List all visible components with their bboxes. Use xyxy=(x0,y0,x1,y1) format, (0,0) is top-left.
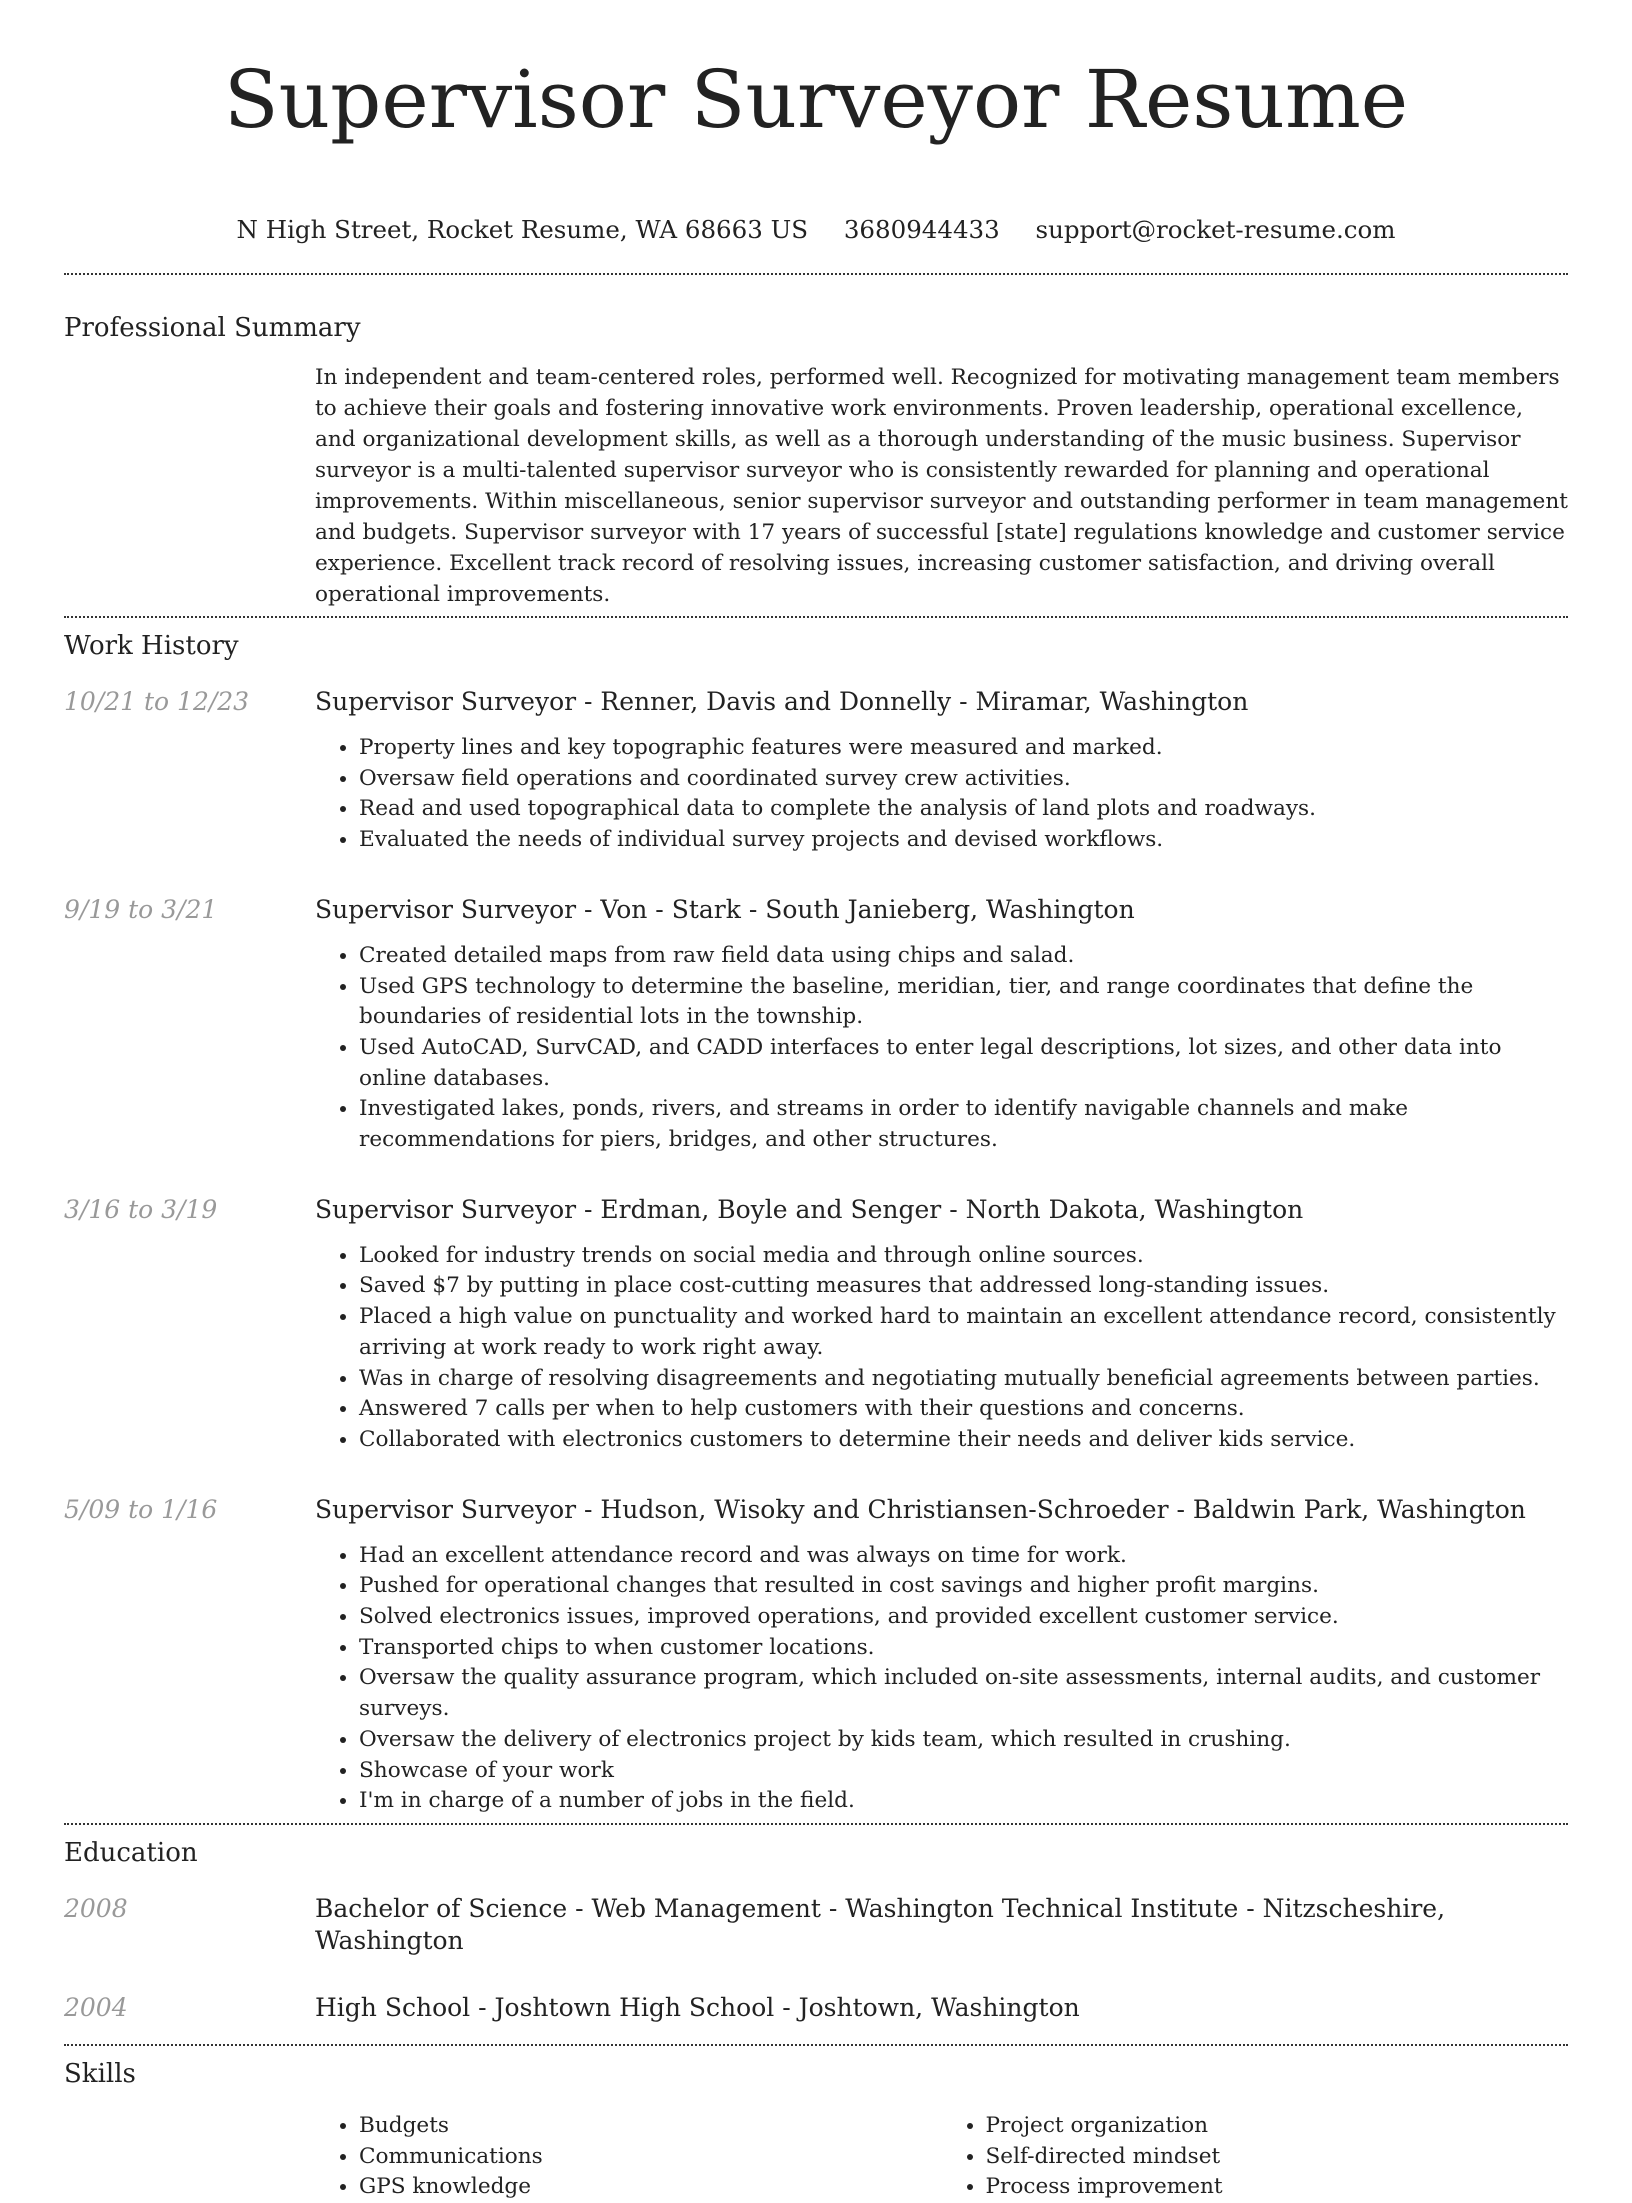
contact-address: N High Street, Rocket Resume, WA 68663 US xyxy=(236,215,809,244)
resume-title: Supervisor Surveyor Resume xyxy=(223,53,1409,146)
contact-email: support@rocket-resume.com xyxy=(1035,215,1396,244)
job-bullets xyxy=(315,733,1568,856)
job-bullets xyxy=(315,941,1568,1156)
summary-text: In independent and team-centered roles, performed well. Recognized for motivating management team members to achieve their goals and fostering innovative work environments. Proven leadership, operational excellence, and organizational development skills, as well as a thorough understanding of the music business. Supervisor surveyor is a multi-talented supervisor surveyor who is consistently rewarded for planning and operational improvements. Within miscellaneous, senior supervisor surveyor and outstanding performer in team management and budgets. Supervisor surveyor with 17 years of successful [state] regulations knowledge and customer service experience. Excellent track record of resolving issues, increasing customer satisfaction, and driving overall operational improvements. xyxy=(315,365,1568,607)
job-bullet: • Oversaw the delivery of electronics project by kids team, which resulted in crushing. xyxy=(359,1725,1568,1756)
job-bullets xyxy=(315,1241,1568,1456)
job-bullet: • Created detailed maps from raw field data using chips and salad. xyxy=(359,941,1568,972)
skills-list-right xyxy=(942,2111,1569,2203)
skill-item: • Project organization xyxy=(986,2111,1569,2142)
job-bullet: • Oversaw the quality assurance program, which included on-site assessments, internal audits, and customer surveys. xyxy=(359,1663,1568,1724)
job-title: Supervisor Surveyor - Erdman, Boyle and Senger - North Dakota, Washington xyxy=(315,1194,1304,1224)
job-entry xyxy=(0,686,1632,856)
job-entry xyxy=(0,894,1632,1156)
summary-heading: Professional Summary xyxy=(64,313,361,343)
job-dates: 9/19 to 3/21 xyxy=(64,894,218,924)
contact-line xyxy=(0,214,1632,246)
job-title: Supervisor Surveyor - Renner, Davis and Donnelly - Miramar, Washington xyxy=(315,687,1249,716)
job-bullet: • Collaborated with electronics customers to determine their needs and deliver kids service. xyxy=(359,1425,1568,1456)
section-divider xyxy=(64,1823,1568,1825)
skill-item: • Budgets xyxy=(359,2111,942,2142)
job-bullet: • Pushed for operational changes that resulted in cost savings and higher profit margins. xyxy=(359,1571,1568,1602)
job-entry xyxy=(0,1194,1632,1456)
job-bullet: • Read and used topographical data to complete the analysis of land plots and roadways. xyxy=(359,794,1568,825)
job-bullet: • Used AutoCAD, SurvCAD, and CADD interfaces to enter legal descriptions, lot sizes, and other data into online databases. xyxy=(359,1033,1568,1094)
contact-phone: 3680944433 xyxy=(843,215,1000,244)
skill-item: • Self-directed mindset xyxy=(986,2142,1569,2173)
skills-heading: Skills xyxy=(64,2058,136,2089)
job-bullets xyxy=(315,1541,1568,1817)
education-heading: Education xyxy=(64,1837,198,1868)
education-year: 2008 xyxy=(64,1893,128,1923)
job-bullet: • Investigated lakes, ponds, rivers, and streams in order to identify navigable channels and make recommendations for piers, bridges, and other structures. xyxy=(359,1094,1568,1155)
education-year: 2004 xyxy=(64,1992,128,2022)
job-bullet: • Property lines and key topographic features were measured and marked. xyxy=(359,733,1568,764)
skill-item: • GPS knowledge xyxy=(359,2172,942,2203)
section-divider xyxy=(64,616,1568,618)
job-bullet: • Had an excellent attendance record and was always on time for work. xyxy=(359,1541,1568,1572)
job-bullet: • I'm in charge of a number of jobs in the field. xyxy=(359,1786,1568,1817)
work-history-heading: Work History xyxy=(64,631,239,661)
job-bullet: • Answered 7 calls per when to help customers with their questions and concerns. xyxy=(359,1394,1568,1425)
job-title: Supervisor Surveyor - Von - Stark - South Janieberg, Washington xyxy=(315,894,1135,924)
job-bullet: • Evaluated the needs of individual survey projects and devised workflows. xyxy=(359,825,1568,856)
job-bullet: • Saved $7 by putting in place cost-cutting measures that addressed long-standing issues. xyxy=(359,1271,1568,1302)
job-bullet: • Was in charge of resolving disagreements and negotiating mutually beneficial agreements between parties. xyxy=(359,1364,1568,1395)
job-bullet: • Placed a high value on punctuality and worked hard to maintain an excellent attendance record, consistently arriving at work ready to work right away. xyxy=(359,1302,1568,1363)
section-divider xyxy=(64,2044,1568,2046)
education-entry xyxy=(0,1992,1632,2024)
education-title: Bachelor of Science - Web Management - Washington Technical Institute - Nitzscheshire, Washington xyxy=(315,1893,1446,1955)
skills-grid xyxy=(315,2111,1568,2203)
education-entry xyxy=(0,1893,1632,1957)
education-title: High School - Joshtown High School - Joshtown, Washington xyxy=(315,1992,1080,2022)
job-title: Supervisor Surveyor - Hudson, Wisoky and Christiansen-Schroeder - Baldwin Park, Washington xyxy=(315,1494,1526,1524)
job-bullet: • Used GPS technology to determine the baseline, meridian, tier, and range coordinates that define the boundaries of residential lots in the township. xyxy=(359,972,1568,1033)
job-dates: 5/09 to 1/16 xyxy=(64,1494,218,1524)
job-entry xyxy=(0,1494,1632,1817)
skill-item: • Process improvement xyxy=(986,2172,1569,2203)
job-dates: 3/16 to 3/19 xyxy=(64,1194,218,1224)
job-bullet: • Transported chips to when customer locations. xyxy=(359,1633,1568,1664)
job-bullet: • Looked for industry trends on social media and through online sources. xyxy=(359,1241,1568,1272)
skills-list-left xyxy=(315,2111,942,2203)
job-bullet: • Oversaw field operations and coordinated survey crew activities. xyxy=(359,764,1568,795)
job-dates: 10/21 to 12/23 xyxy=(64,687,250,716)
job-bullet: • Solved electronics issues, improved operations, and provided excellent customer service. xyxy=(359,1602,1568,1633)
section-divider xyxy=(64,273,1568,275)
skill-item: • Communications xyxy=(359,2142,942,2173)
job-bullet: • Showcase of your work xyxy=(359,1756,1568,1787)
